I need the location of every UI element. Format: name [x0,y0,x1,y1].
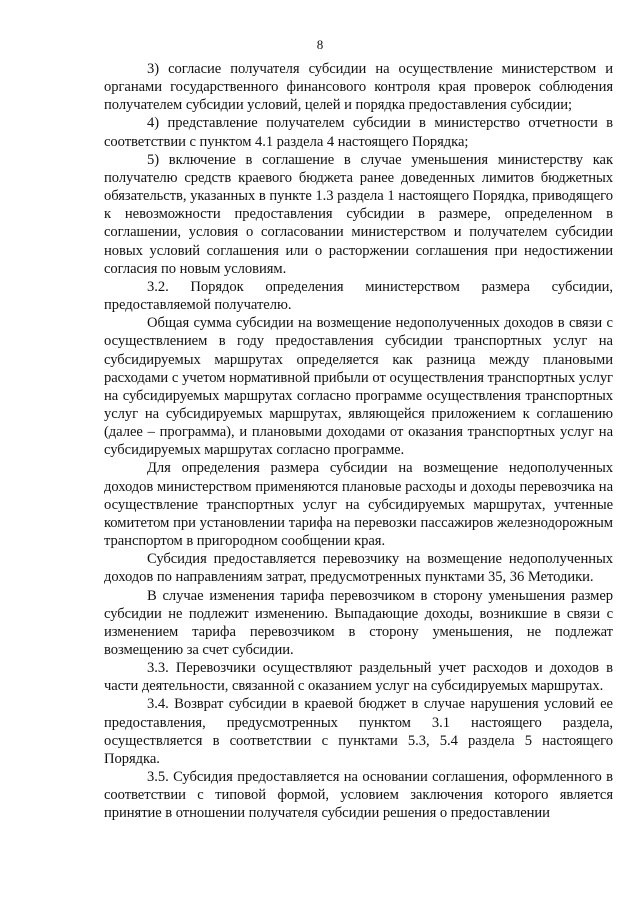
paragraph-item-5: 5) включение в соглашение в случае уменьшения министерству как получателю средств краевого бюджета ранее доведенных лимитов бюджетных обязательств, указанных в пункте 1.3 раздела 1 настоящего Порядка, приводящего к невозможности предоставления субсидии в размере, определенном в соглашении, условия о согласовании министерством и получателем субсидии новых условий соглашения или о расторжении соглашения при недостижении согласия по новым условиям. [104,151,613,277]
paragraph-subsidy-directions: Субсидия предоставляется перевозчику на возмещение недополученных доходов по направлениям затрат, предусмотренных пунктами 35, 36 Методики. [104,551,613,586]
paragraph-total-subsidy: Общая сумма субсидии на возмещение недополученных доходов в связи с осуществлением в году предоставления субсидии транспортных услуг на субсидируемых маршрутах определяется как разница между плановыми расходами с учетом нормативной прибыли от осуществления транспортных услуг на субсидируемых маршрутах согласно программе осуществления транспортных услуг на субсидируемых маршрутах, являющейся приложением к соглашению (далее – программа), и плановыми доходами от оказания транспортных услуг на субсидируемых маршрутах согласно программе. [104,315,613,459]
page-number: 8 [316,37,324,52]
paragraph-3-2: 3.2. Порядок определения министерством размера субсидии, предоставляемой получателю. [104,278,613,314]
paragraph-3-5: 3.5. Субсидия предоставляется на основании соглашения, оформленного в соответствии с типовой формой, условием заключения которого является принятие в отношении получателя субсидии решения о предоставлении [104,769,613,822]
paragraph-tariff-change: В случае изменения тарифа перевозчиком в сторону уменьшения размер субсидии не подлежит изменению. Выпадающие доходы, возникшие в связи с изменением тарифа перевозчиком в сторону уменьшения, не подлежат возмещению за счет субсидии. [104,587,613,658]
paragraph-item-3: 3) согласие получателя субсидии на осуществление министерством и органами государственного финансового контроля края проверок соблюдения получателем субсидии условий, целей и порядка предоставления субсидии; [104,61,613,114]
paragraph-3-3: 3.3. Перевозчики осуществляют раздельный учет расходов и доходов в части деятельности, связанной с оказанием услуг на субсидируемых маршрутах. [104,660,613,695]
paragraph-3-4: 3.4. Возврат субсидии в краевой бюджет в случае нарушения условий ее предоставления, предусмотренных пунктом 3.1 настоящего раздела, осуществляется в соответствии с пунктами 5.3, 5.4 раздела 5 настоящего Порядка. [104,696,613,767]
paragraph-size-determination: Для определения размера субсидии на возмещение недополученных доходов министерством применяются плановые расходы и доходы перевозчика на осуществление транспортных услуг на субсидируемых маршрутах, учтенные комитетом при установлении тарифа на перевозки пассажиров железнодорожным транспортом в пригородном сообщении края. [104,460,613,550]
paragraph-item-4: 4) представление получателем субсидии в министерство отчетности в соответствии с пунктом 4.1 раздела 4 настоящего Порядка; [104,115,613,150]
document-body [104,60,613,823]
